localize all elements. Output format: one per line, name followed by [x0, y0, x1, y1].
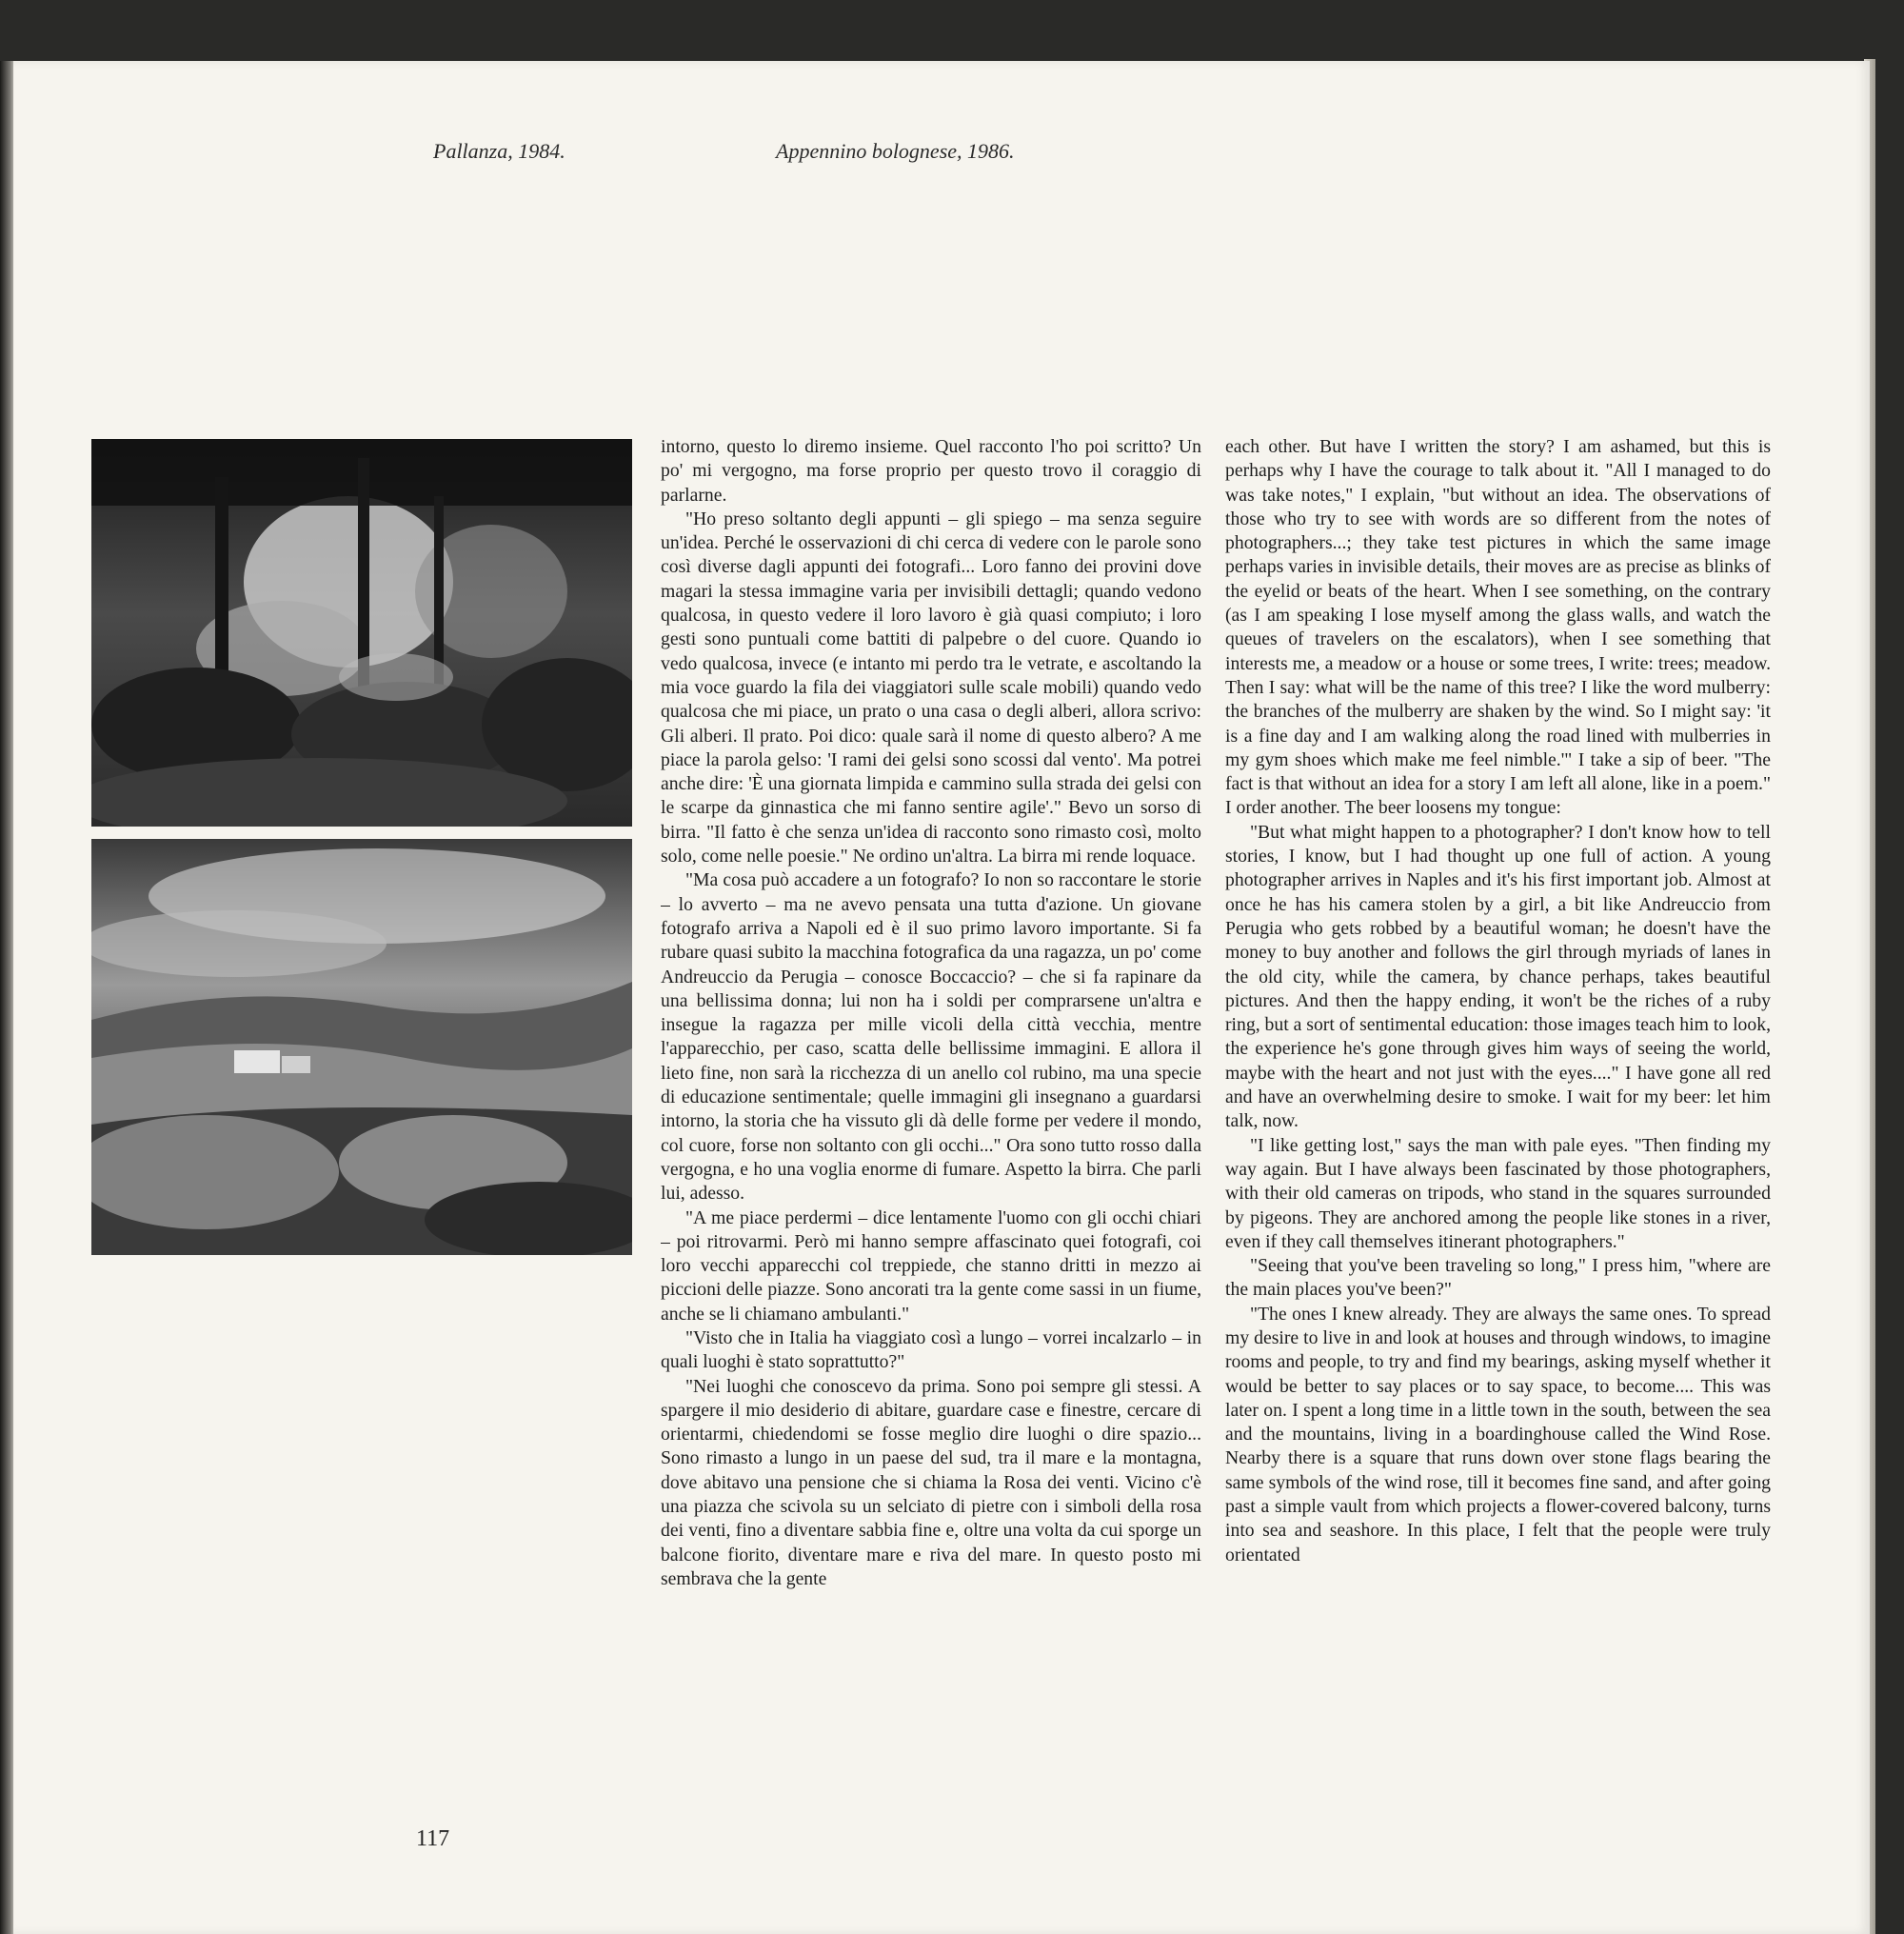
italian-paragraph: "A me piace perdermi – dice lentamente l'uomo con gli occhi chiari – poi ritrovarmi. Però mi hanno sempre affascinato quei fotografi, coi loro vecchi apparecchi col treppiede, che stanno dritti in mezzo ai piccioni delle piazze. Sono ancorati tra la gente come sassi in un fiume, anche se li chiamano ambulanti.": [661, 1206, 1201, 1325]
english-paragraph: "The ones I knew already. They are always the same ones. To spread my desire to live in and look at houses and through windows, to imagine rooms and people, to try and find my bearings, asking myself whether it would be better to say places or to say space, to become.... This was later on. I spent a long time in a little town in the south, between the sea and the mountains, living in a boardinghouse called the Wind Rose. Nearby there is a square that runs down over stone flags bearing the same symbols of the wind rose, till it becomes fine sand, and after going past a simple vault from which projects a flower-covered balcony, turns into sea and seashore. In this place, I felt that the people were truly orientated: [1225, 1303, 1771, 1565]
italian-paragraph: "Ma cosa può accadere a un fotografo? Io non so raccontare le storie – lo avverto – ma ne avevo pensata una tutta d'azione. Un giovane fotografo arriva a Napoli ed è il suo primo lavoro importante. Si fa rubare quasi subito la macchina fotografica da una ragazza, un po' come Andreuccio da Perugia – conosce Boccaccio? – che si fa rapinare da una bellissima donna; lui non ha i soldi per comprarsene un'altra e insegue la ragazza per mille vicoli della città vecchia, mentre l'apparecchio, per caso, scatta delle bellissime immagini. E allora il lieto fine, non sarà la ricchezza di un anello col rubino, ma una specie di educazione sentimentale; quelle immagini gli insegnano a guardarsi intorno, la storia che ha vissuto gli dà delle forme per vedere il mondo, col cuore, forse non soltanto con gli occhi..." Ora sono tutto rosso dalla vergogna, e ho una voglia enorme di fumare. Aspetto la birra. Che parli lui, adesso.: [661, 869, 1201, 1205]
italian-paragraph: intorno, questo lo diremo insieme. Quel racconto l'ho poi scritto? Un po' mi vergogno, ma forse proprio per questo trovo il coraggio di parlarne.: [661, 436, 1201, 506]
english-paragraph: "I like getting lost," says the man with pale eyes. "Then finding my way again. But I have always been fascinated by those photographers, with their old cameras on tripods, who stand in the squares surrounded by pigeons. They are anchored among the people like stones in a river, even if they call themselves itinerant photographers.": [1225, 1134, 1771, 1252]
italian-text-column: [661, 435, 1201, 1787]
english-paragraph: "But what might happen to a photographer? I don't know how to tell stories, I know, but I had thought up one full of action. A young photographer arrives in Naples and it's his first important job. Almost at once he has his camera stolen by a girl, a bit like Andreuccio from Perugia who gets robbed by a beautiful woman; he doesn't have the money to buy another and follows the girl through myriads of lanes in the old city, while the camera, by chance perhaps, takes beautiful pictures. And then the happy ending, it won't be the riches of a ruby ring, but a sort of sentimental education: those images teach him to look, the experience he's gone through gives him ways of seeing the world, maybe with the heart and not just with the eyes...." I have gone all red and have an overwhelming desire to smoke. I wait for my beer: let him talk, now.: [1225, 821, 1771, 1132]
italian-paragraph: "Nei luoghi che conoscevo da prima. Sono poi sempre gli stessi. A spargere il mio desiderio di abitare, guardare case e finestre, cercare di orientarmi, chiedendomi se fosse meglio dire luoghi o dire spazio... Sono rimasto a lungo in un paese del sud, tra il mare e la montagna, dove abitavo una pensione che si chiama la Rosa dei venti. Vicino c'è una piazza che scivola su un selciato di pietre con i simboli della rosa dei venti, fino a diventare sabbia fine e, oltre una volta da cui sporge un balcone fiorito, diventare mare e riva del mare. In questo posto mi sembrava che la gente: [661, 1375, 1201, 1589]
appennino-photo-icon: [91, 839, 632, 1255]
italian-paragraph: "Visto che in Italia ha viaggiato così a lungo – vorrei incalzarlo – in quali luoghi è stato soprattutto?": [661, 1326, 1201, 1373]
caption-appennino: Appennino bolognese, 1986.: [776, 139, 1015, 163]
pallanza-photo-icon: [91, 439, 632, 827]
page-number: 117: [416, 1826, 450, 1851]
caption-pallanza: Pallanza, 1984.: [433, 139, 565, 163]
english-paragraph: each other. But have I written the story? I am ashamed, but this is perhaps why I have the courage to talk about it. "All I managed to do was take notes," I explain, "but without an idea. The observations of those who try to see with words are so different from the notes of photographers...; they take test pictures in which the same image perhaps varies in invisible details, their moves are as precise as blinks of the eyelid or beats of the heart. When I see something, on the contrary (as I am speaking I lose myself among the glass walls, and watch the queues of travelers on the escalators), when I see something that interests me, a meadow or a house or some trees, I write: trees; meadow. Then I say: what will be the name of this tree? I like the word mulberry: the branches of the mulberry are shaken by the wind. So I might say: 'it is a fine day and I am walking along the road lined with mulberries in my gym shoes which make me feel nimble.'" I take a sip of beer. "The fact is that without an idea for a story I am left all alone, like in a poem." I order another. The beer loosens my tongue:: [1225, 436, 1771, 819]
english-text-column: [1225, 435, 1771, 1787]
english-paragraph: "Seeing that you've been traveling so long," I press him, "where are the main places you've been?": [1225, 1255, 1771, 1301]
italian-paragraph: "Ho preso soltanto degli appunti – gli spiego – ma senza seguire un'idea. Perché le osservazioni di chi cerca di vedere con le parole sono così diverse dagli appunti dei fotografi... Loro fanno dei provini dove magari la stessa immagine varia per invisibili dettagli; quando vedono qualcosa, in questo vedere il loro lavoro è già quasi compiuto; i loro gesti sono puntuali come battiti di palpebre o del cuore. Quando io vedo qualcosa, invece (e intanto mi perdo tra le vetrate, e ascoltando la mia voce guardo la fila dei viaggiatori sulle scale mobili) quando vedo qualcosa che mi piace, un prato o una casa o degli alberi, allora scrivo: Gli alberi. Il prato. Poi dico: quale sarà il nome di questo albero? A me piace la parola gelso: 'I rami dei gelsi sono scossi dal vento'. Ma potrei anche dire: 'È una giornata limpida e cammino sulla strada dei gelsi con le scarpe da ginnastica che mi fanno sentire agile'." Bevo un sorso di birra. "Il fatto è che senza un'idea di racconto sono rimasto così, molto solo, come nelle poesie." Ne ordino un'altra. La birra mi rende loquace.: [661, 508, 1201, 867]
